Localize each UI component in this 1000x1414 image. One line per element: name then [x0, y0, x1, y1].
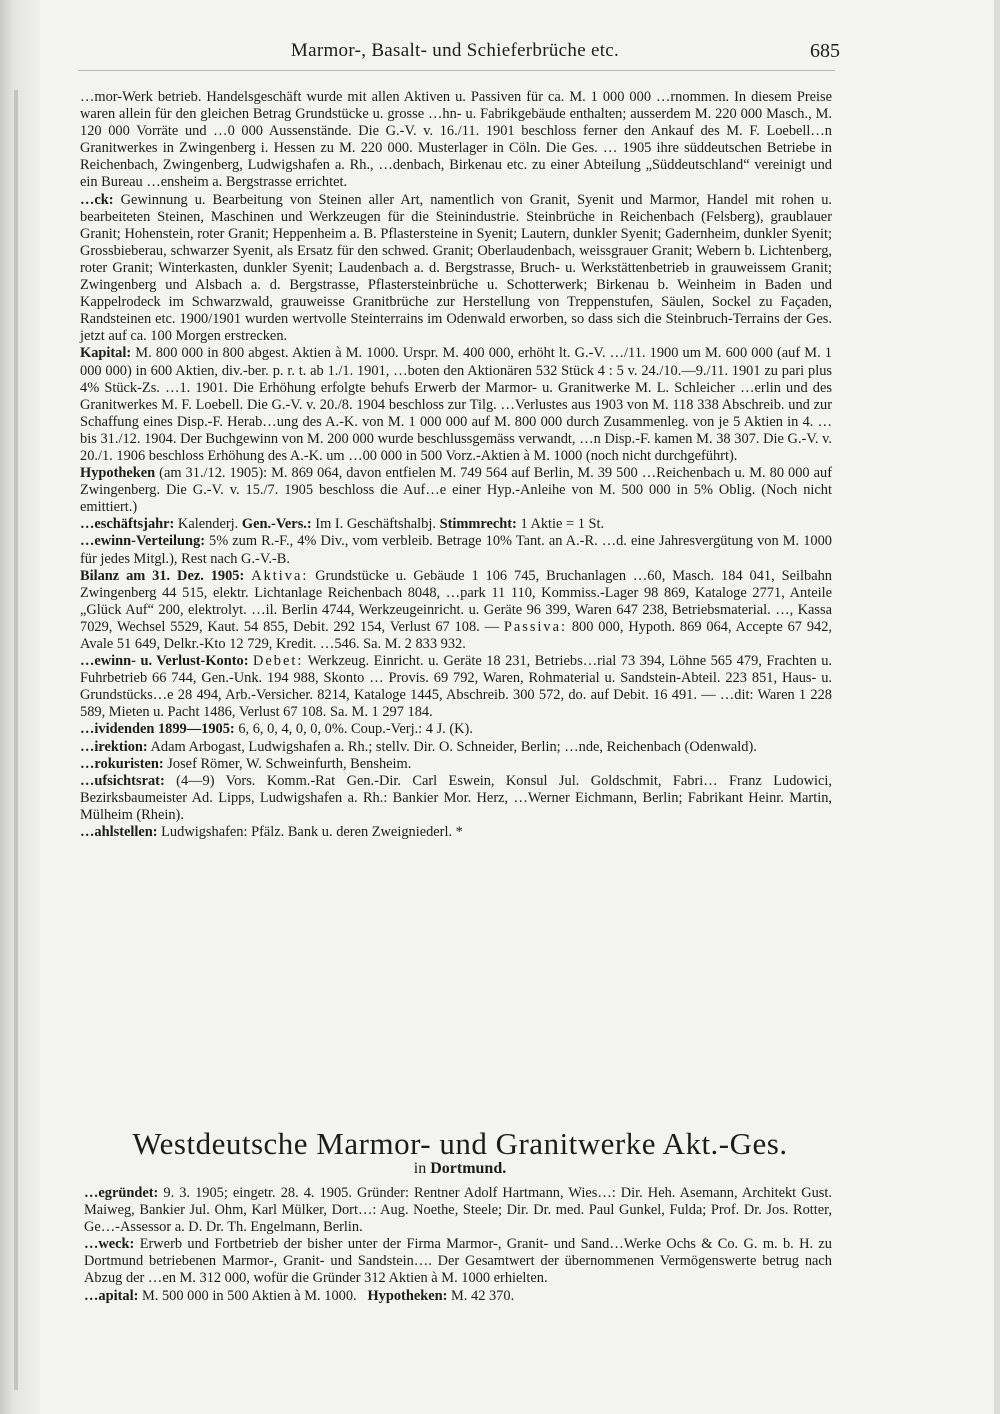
bilanz-label: Bilanz am 31. Dez. 1905:	[80, 567, 245, 584]
history-paragraph: …mor-Werk betrieb. Handelsgeschäft wurde mit allen Aktiven u. Passiven für ca. M. 1 000 000 …rnommen. In diesem Preise waren allein für den gleichen Betrag Grundstücke u. grosse …hn- u. Fabrikgebäude enthalten; ausserdem M. 220 000 Masch., M. 120 000 Vorräte und …0 000 Aussenstände. Die G.-V. v. 16./11. 1901 beschloss ferner den Ankauf des M. F. Loebell…n Granitwerkes in Zwingenberg i. Hessen zu M. 220 000. Musterlager in Cöln. Die Ges. … 1905 ihre süddeutschen Betriebe in Reichenbach, Zwingenberg, Ludwigshafen a. Rh., …denbach, Birkenau etc. zu einer Abteilung „Süddeutschland“ vereinigt und ein Bureau …ensheim a. Bergstrasse errichtet.	[80, 89, 832, 191]
hypotheken2-text: M. 42 370.	[447, 1287, 515, 1304]
aufsichtsrat-paragraph	[80, 773, 832, 824]
gegruendet-text: 9. 3. 1905; eingetr. 28. 4. 1905. Gründer: Rentner Adolf Hartmann, Wies…: Dir. Heh. Asemann, Architekt Gust. Maiweg, Bankier Jul. Ohm, Karl Mülker, Dort…: Aug. Noethe, Steele; Dir. Dr. med. Paul Gunkel, Fulda; Prof. Dr. Jos. Rotter, Ge…-Assessor a. D. Dr. Th. Engelmann, Berlin.	[84, 1185, 832, 1236]
stimmrecht-text: 1 Aktie = 1 St.	[516, 516, 605, 533]
dividenden-label: …ividenden 1899—1905:	[80, 721, 235, 738]
prokuristen-text: Josef Römer, W. Schweinfurth, Bensheim.	[163, 755, 412, 772]
zweck-label: …ck:	[80, 191, 114, 208]
hypotheken-paragraph	[80, 465, 832, 516]
hypotheken2-label: Hypotheken:	[367, 1287, 448, 1304]
scan-edge	[994, 0, 1000, 1414]
zweck2-text: Erwerb und Fortbetrieb der bisher unter der Firma Marmor-, Granit- und Sand…Werke Ochs & Co. G. m. b. H. zu Dortmund betriebenen Marmor-, Granit- und Sandstein…. Der Gesamtwert der übernommenen Vermögenswerte betrug nach Abzug der …en M. 312 000, wofür die Gründer 312 Aktien à M. 1000 erhielten.	[84, 1236, 832, 1287]
gewinn-text: 5% zum R.-F., 4% Div., vom verbleib. Betrage 10% Tant. an A.-R. …d. eine Jahresvergütung von M. 1000 für jedes Mitgl.), Rest nach G.-V.-B.	[80, 533, 832, 567]
stimmrecht-label: Stimmrecht:	[439, 516, 517, 533]
kapital2-label: …apital:	[84, 1287, 139, 1304]
direktion-text: Adam Arbogast, Ludwigshafen a. Rh.; stellv. Dir. O. Schneider, Berlin; …nde, Reichenbach (Odenwald).	[147, 738, 757, 755]
zweck-text: Gewinnung u. Bearbeitung von Steinen aller Art, namentlich von Granit, Syenit und Marmor, Handel mit rohen u. bearbeiteten Steinen, Maschinen und Werkzeugen für die Steinindustrie. Steinbrüche in Reichenbach (Felsberg), graublauer Granit; Hohenstein, roter Granit; Heppenheim a. B. Pflastersteine in Syenit; Lautern, dunkler Syenit; Gadernheim, dunkler Syenit; Grossbieberau, schwarzer Syenit, als Ersatz für den schwed. Granit; Oberlaudenbach, weissgrauer Granit; Webern b. Lichtenberg, roter Granit; Winterkasten, dunkler Syenit; Laudenbach a. d. Bergstrasse, Bruch- u. Werkstättenbetrieb in grauweissem Granit; Zwingenberg und Alsbach a. d. Bergstrasse, Pflastersteinbrüche u. Schotterwerk; Birkenau b. Weinheim in Baden und Kappelrodeck im Schwarzwald, grauweisse Granitbrüche zur Herstellung von Treppenstufen, Säulen, Sockel zu Façaden, Randsteinen etc. 1900/1901 wurden wertvolle Steinterrains im Odenwald erworben, so dass sich die Steinbruch-Terrains der Ges. jetzt auf ca. 100 Morgen erstrecken.	[80, 191, 832, 345]
kapital-text: M. 800 000 in 800 abgest. Aktien à M. 1000. Urspr. M. 400 000, erhöht lt. G.-V. …/11. 1900 um M. 600 000 (auf M. 1 000 000) in 600 Aktien, div.-ber. p. r. t. ab 1./1. 1901, …boten den Aktionären 532 Stück 4 : 5 v. 24./10.—9./11. 1901 zu pari plus 4% Stück-Zs. …1. 1901. Die Erhöhung erfolgte behufs Erwerb der Marmor- u. Granitwerke M. L. Schleicher …erlin und des Granitwerkes M. F. Loebell. Die G.-V. v. 20./8. 1904 beschloss zur Tilg. …Verlustes aus 1903 von M. 118 338 Abschreib. und zur Schaffung eines Disp.-F. Herab…ung des A.-K. von M. 1 000 000 auf M. 800 000 durch Zusammenleg. von je 5 Aktien in 4. … bis 31./12. 1904. Der Buchgewinn von M. 200 000 wurde beschlussgemäss verwandt, …n Disp.-F. kamen M. 38 307. Die G.-V. v. 20./1. 1906 beschloss Erhöhung des A.-K. um …00 000 in 500 Vorz.-Aktien à M. 1000 (noch nicht durchgeführt).	[80, 345, 832, 464]
gewinn-label: …ewinn-Verteilung:	[80, 533, 205, 550]
zweck-paragraph	[80, 192, 832, 346]
header-rule	[78, 70, 835, 71]
page-number: 685	[810, 40, 840, 62]
dividenden-paragraph	[80, 721, 832, 738]
location-city: Dortmund.	[430, 1160, 507, 1177]
gv-text: Im I. Geschäftshalbj.	[311, 516, 436, 533]
zweck2-paragraph	[84, 1236, 832, 1287]
guv-label: …ewinn- u. Verlust-Konto:	[80, 653, 249, 670]
debet-label: Debet:	[253, 653, 304, 670]
kapital2-text: M. 500 000 in 500 Aktien à M. 1000.	[138, 1287, 357, 1304]
geschaeftsjahr-paragraph	[80, 516, 832, 533]
location-prefix: in	[413, 1160, 427, 1177]
guv-text: Werkzeug. Einricht. u. Geräte 18 231, Betriebs…rial 73 394, Löhne 565 479, Frachten u. Fuhrbetrieb 66 744, Gen.-Unk. 194 988, Skonto … Provis. 69 792, Waren, Rohmaterial u. Sandstein-Abteil. 223 851, Haus- u. Grundstücks…e 28 494, Arb.-Versicher. 8214, Kataloge 1445, Abschreib. 300 572, do. auf Debit. 16 491. — …dit: Waren 1 228 589, Mieten u. Pacht 1486, Verlust 67 108. Sa. M. 1 297 184.	[80, 653, 832, 721]
bilanz-text-2: 800 000, Hypoth. 869 064, Accepte 67 942, Avale 51 649, Delkr.-Kto 12 729, Kredit. …546. Sa. M. 2 833 932.	[80, 618, 832, 652]
company-title: Westdeutsche Marmor- und Granitwerke Akt.-Ges.	[132, 1126, 788, 1161]
company-location	[60, 1160, 860, 1178]
prokuristen-paragraph	[80, 756, 832, 773]
dividenden-text: 6, 6, 0, 4, 0, 0, 0%. Coup.-Verj.: 4 J. (K).	[234, 721, 473, 738]
direktion-label: …irektion:	[80, 738, 148, 755]
hypotheken-label: Hypotheken	[80, 465, 156, 482]
guv-paragraph	[80, 653, 832, 721]
gv-label: Gen.-Vers.:	[241, 516, 312, 533]
bilanz-paragraph	[80, 568, 832, 653]
aktiva-label: Aktiva:	[251, 567, 309, 584]
gutter-shadow	[14, 90, 18, 1390]
kapital2-paragraph	[84, 1288, 832, 1305]
kapital-paragraph	[80, 345, 832, 465]
aufsichtsrat-text: (4—9) Vors. Komm.-Rat Gen.-Dir. Carl Eswein, Konsul Jul. Goldschmit, Fabri… Franz Ludowici, Bezirksbaumeister Ad. Lipps, Ludwigshafen a. Rh.: Bankier Mor. Herz, …Werner Eichmann, Berlin; Fabrikant Heinr. Martin, Mülheim (Rhein).	[80, 772, 832, 823]
bilanz-text: Grundstücke u. Gebäude 1 106 745, Bruchanlagen …60, Masch. 184 041, Seilbahn Zwingenberg 44 515, elektr. Lichtanlage Reichenbach 8048, …park 11 110, Kommiss.-Lager 98 869, Kataloge 2771, Anteile „Glück Auf“ 200, elektrolyt. …il. Berlin 4744, Werkzeugeinricht. u. Geräte 96 399, Waren 647 238, Betriebsmaterial. …, Kassa 7029, Wechsel 5529, Kaut. 54 855, Debit. 292 154, Verlust 67 108. —	[80, 567, 832, 635]
aufsichtsrat-label: …ufsichtsrat:	[80, 772, 165, 789]
gj-text: Kalenderj.	[174, 516, 239, 533]
hypotheken-text: (am 31./12. 1905): M. 869 064, davon entfielen M. 749 564 auf Berlin, M. 39 500 …Reichenbach u. M. 80 000 auf Zwingenberg. Die G.-V. v. 15./7. 1905 beschloss die Auf…e einer Hyp.-Anleihe von M. 500 000 in 5% Oblig. (Noch nicht emittiert.)	[80, 465, 832, 516]
gewinn-paragraph	[80, 533, 832, 567]
direktion-paragraph	[80, 739, 832, 756]
zahlstellen-paragraph	[80, 824, 832, 841]
gegruendet-label: …egründet:	[84, 1185, 159, 1201]
zahlstellen-label: …ahlstellen:	[80, 824, 158, 841]
running-title: Marmor-, Basalt- und Schieferbrüche etc.	[290, 40, 620, 61]
gj-label: …eschäftsjahr:	[80, 516, 175, 533]
passiva-label: Passiva:	[503, 618, 568, 635]
zahlstellen-text: Ludwigshafen: Pfälz. Bank u. deren Zweigniederl. *	[157, 824, 463, 841]
zweck2-label: …weck:	[84, 1236, 135, 1253]
prokuristen-label: …rokuristen:	[80, 755, 164, 772]
new-entry-text	[84, 1185, 832, 1305]
gegruendet-paragraph	[84, 1185, 832, 1236]
kapital-label: Kapital:	[80, 345, 132, 362]
binding-gutter	[0, 0, 40, 1414]
entry-continued-text	[80, 89, 832, 841]
